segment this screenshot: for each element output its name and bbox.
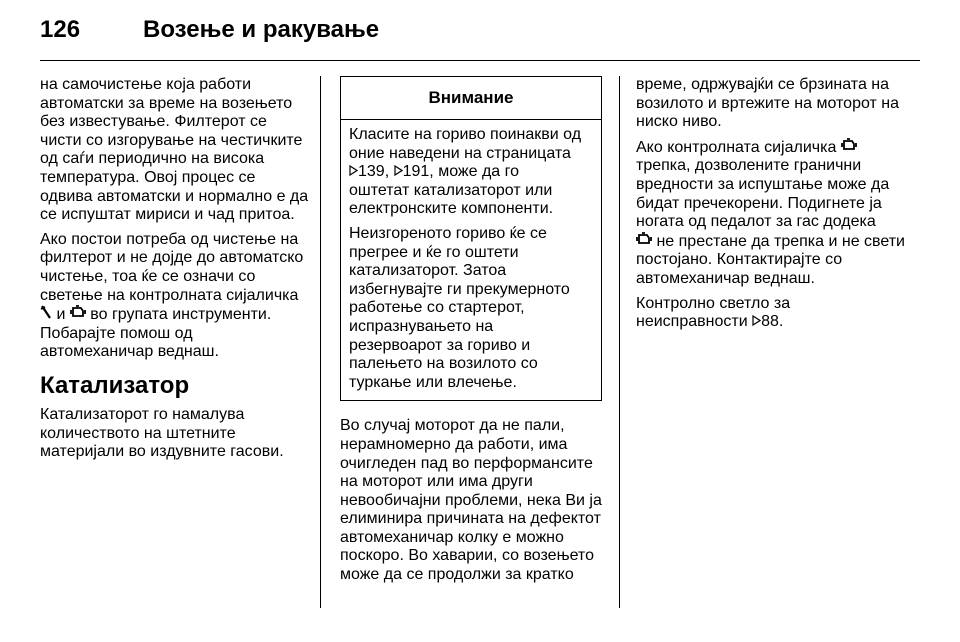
text-fragment: Ако контролната сијаличка xyxy=(636,138,841,156)
text-line: бидат пречекорени. Подигнете ја xyxy=(636,194,882,212)
warning-title: Внимание xyxy=(341,77,601,120)
page-ref[interactable]: 139 xyxy=(358,163,385,181)
text-line: поскоро. Во хаварии, со возењето xyxy=(340,547,594,565)
text-line: прегрее и ќе го оштети xyxy=(349,243,519,261)
page-reference-triangle-icon xyxy=(752,313,761,332)
engine-check-icon xyxy=(636,232,652,252)
column-3 xyxy=(636,76,916,338)
text-line-with-icon xyxy=(636,232,916,252)
text-line-with-refs xyxy=(349,163,593,182)
text-line: автомеханичар колку е можно xyxy=(340,528,564,546)
text-line: одвива автоматски и нормално е да xyxy=(40,187,309,205)
warning-paragraph-unburnt-fuel xyxy=(349,225,593,392)
text-line: Ако постои потреба од чистење на xyxy=(40,230,299,248)
text-line-with-ref xyxy=(636,313,916,332)
text-line: Катализаторот го намалува xyxy=(40,405,245,423)
heading-catalyst: Катализатор xyxy=(40,371,190,399)
text-line: електронските компоненти. xyxy=(349,200,554,218)
text-fragment: не престане да трепка и не свети xyxy=(652,232,905,250)
text-line: возилото и вртежите на моторот на xyxy=(636,94,900,112)
text-line: елиминира причината на дефектот xyxy=(340,510,601,528)
page-reference-triangle-icon xyxy=(394,163,403,182)
engine-check-icon xyxy=(70,305,86,325)
text-line: Класите на гориво поинакви од xyxy=(349,126,582,143)
paragraph-engine-problems xyxy=(340,417,602,584)
text-line: чисти со изгорување на честичките xyxy=(40,131,303,149)
column-divider-1 xyxy=(320,76,321,608)
text-line: испразнувањето на xyxy=(349,317,494,335)
paragraph-malfunction-light xyxy=(636,295,916,332)
paragraph-catalyst xyxy=(40,406,310,462)
text-fragment: , xyxy=(384,163,394,181)
page-number: 126 xyxy=(40,16,81,43)
page-ref[interactable]: 88 xyxy=(761,313,779,331)
text-fragment: , може да го xyxy=(429,163,520,181)
column-1 xyxy=(40,76,310,468)
text-line: време, одржувајќи се брзината на xyxy=(636,76,890,93)
text-line: автоматски за време на возењето xyxy=(40,94,293,112)
diesel-filter-icon xyxy=(40,305,52,325)
text-line: светење на контролната сијаличка xyxy=(40,286,299,304)
text-line: Контролно светло за xyxy=(636,294,791,312)
text-line: може да се продолжи за кратко xyxy=(340,566,574,584)
paragraph-filter-warning xyxy=(40,231,310,362)
text-line: Побарајте помош од xyxy=(40,324,193,342)
text-line: Во случај моторот да не пали, xyxy=(340,417,565,435)
text-line: оштетат катализаторот или xyxy=(349,181,553,199)
text-line: материјали во издувните гасови. xyxy=(40,443,284,461)
text-line: очигледен пад во перформансите xyxy=(340,454,593,472)
text-fragment: во групата инструменти. xyxy=(85,306,272,324)
page-reference-triangle-icon xyxy=(349,163,358,182)
text-line: ногата од педалот за гас додека xyxy=(636,213,876,231)
warning-paragraph-fuel-class xyxy=(349,126,593,219)
text-line-with-icon xyxy=(636,138,916,158)
text-line: без известување. Филтерот се xyxy=(40,113,267,131)
text-line: филтерот и не дојде до автоматско xyxy=(40,249,304,267)
text-line: трепка, дозволените гранични xyxy=(636,157,862,175)
paragraph-filter-cleaning xyxy=(40,76,310,225)
text-line: автомеханичар веднаш. xyxy=(636,269,815,287)
text-line: количеството на штетните xyxy=(40,424,236,442)
text-line: постојано. Контактирајте со xyxy=(636,251,843,269)
text-line: се испуштат мириси и чад притоа. xyxy=(40,206,295,224)
text-line: автомеханичар веднаш. xyxy=(40,343,219,361)
conjunction-text: и xyxy=(52,306,70,324)
text-fragment: неисправности xyxy=(636,313,753,331)
text-line: палењето на возилото со xyxy=(349,355,538,373)
text-line: оние наведени на страницата xyxy=(349,144,571,162)
paragraph-continuation xyxy=(636,76,916,132)
engine-check-icon xyxy=(841,138,857,158)
text-line: работење со стартерот, xyxy=(349,299,525,317)
text-line: на моторот или има други xyxy=(340,473,533,491)
text-line: на самочистење која работи xyxy=(40,76,252,93)
page-ref[interactable]: 191 xyxy=(402,163,430,181)
text-line: катализаторот. Затоа xyxy=(349,262,507,280)
warning-body xyxy=(341,120,601,400)
text-line: чистење, тоа ќе се означи со xyxy=(40,267,256,285)
text-line: избегнувајте ги прекумерното xyxy=(349,280,570,298)
warning-box xyxy=(340,76,602,401)
text-fragment: . xyxy=(778,313,784,331)
paragraph-engine-light-flashing xyxy=(636,138,916,289)
text-line: ниско ниво. xyxy=(636,113,722,131)
text-line: туркање или влечење. xyxy=(349,373,517,391)
text-line: резервоарот за гориво и xyxy=(349,336,531,354)
column-2 xyxy=(340,76,602,585)
section-title: Возење и ракување xyxy=(143,16,380,43)
text-line: Неизгореното гориво ќе се xyxy=(349,224,547,242)
text-line-with-icons xyxy=(40,305,310,325)
page-header xyxy=(40,16,920,56)
text-line: температура. Овој процес се xyxy=(40,168,256,186)
text-line: нерамномерно да работи, има xyxy=(340,435,568,453)
text-line: вредности за испуштање може да xyxy=(636,175,890,193)
text-line: невообичајни проблеми, нека Ви ја xyxy=(340,491,602,509)
column-divider-2 xyxy=(619,76,620,608)
header-rule xyxy=(40,60,920,61)
text-line: од саѓи периодично на висока xyxy=(40,150,265,168)
